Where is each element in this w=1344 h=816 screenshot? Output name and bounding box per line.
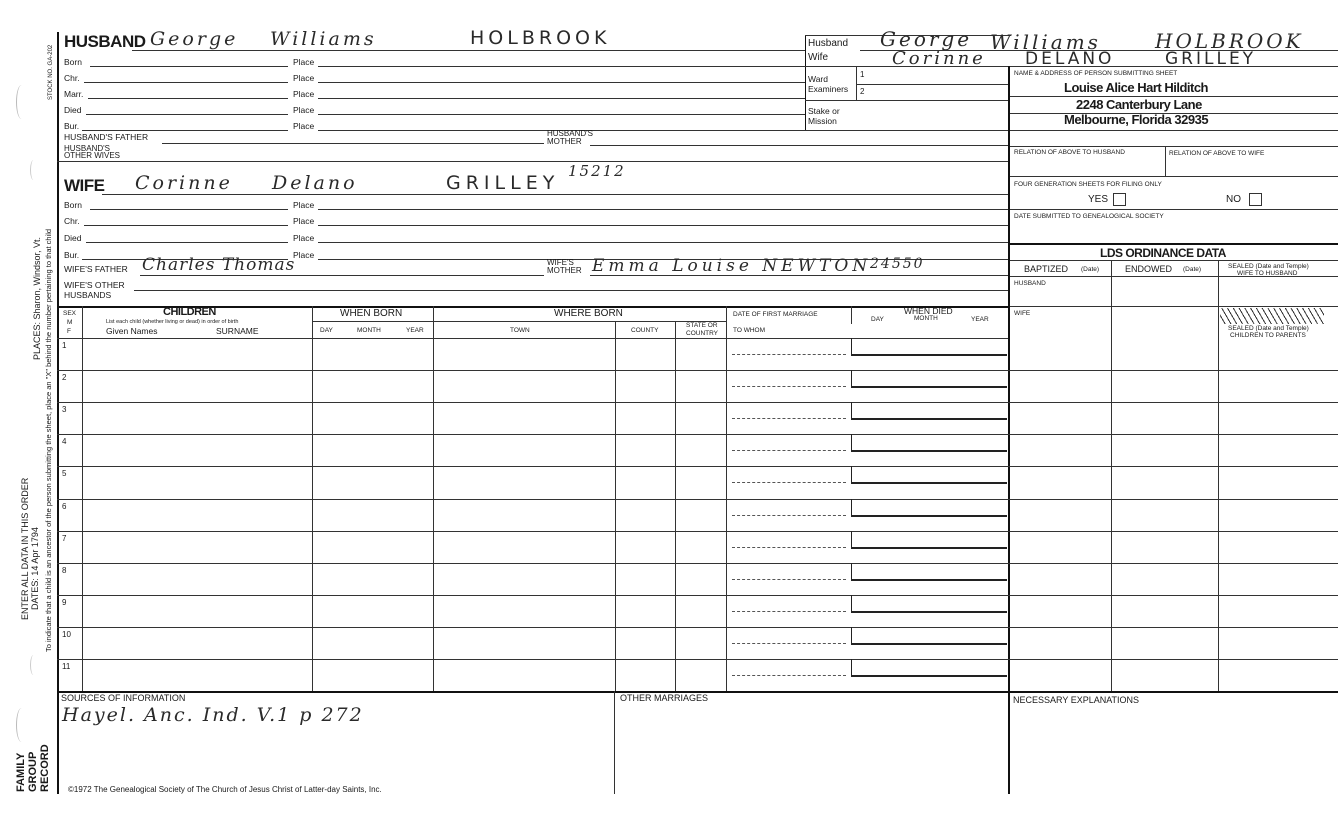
lds-husband-bottom xyxy=(1010,306,1338,307)
child-marriage-date-line xyxy=(732,386,846,387)
lds-endowed-date: (Date) xyxy=(1183,266,1202,273)
lds-sealed-children-label: SEALED (Date and Temple) xyxy=(1228,325,1309,332)
wife-born-label: Born xyxy=(64,200,82,210)
wife-bur-label: Bur. xyxy=(64,250,80,260)
child-row-divider xyxy=(57,563,1338,564)
child-marriage-date-line xyxy=(732,450,846,451)
to-whom-header: TO WHOM xyxy=(733,327,766,334)
wife-chr-label: Chr. xyxy=(64,216,80,226)
child-died-bracket xyxy=(851,402,1007,420)
lds-husband-label: HUSBAND xyxy=(1014,280,1046,287)
child-row-divider xyxy=(57,595,1338,596)
form-title-family: FAMILY xyxy=(15,752,27,792)
child-row-number: 9 xyxy=(62,597,67,607)
surname-header: SURNAME xyxy=(216,326,259,336)
husband-mother-label: HUSBAND'S xyxy=(547,129,593,138)
header-wife-given: Corinne xyxy=(892,48,986,69)
wife-died-line xyxy=(86,242,288,243)
child-row-divider xyxy=(57,370,1338,371)
children-note: List each child (whether living or dead) in order of birth xyxy=(106,319,239,325)
footer-divider-1 xyxy=(614,691,615,794)
child-died-bracket xyxy=(851,466,1007,484)
child-row[interactable] xyxy=(57,402,1338,434)
child-row-divider xyxy=(57,627,1338,628)
husband-heading: HUSBAND xyxy=(64,32,146,51)
husband-place-label: Place xyxy=(293,105,315,115)
child-row[interactable] xyxy=(57,595,1338,627)
sources-label: SOURCES OF INFORMATION xyxy=(61,693,186,703)
husband-father-line xyxy=(162,143,544,144)
child-marriage-date-line xyxy=(732,611,846,612)
born-day-header: DAY xyxy=(320,327,333,334)
wife-died-label: Died xyxy=(64,233,82,243)
header-wife-surname: GRILLEY xyxy=(1165,49,1257,69)
child-died-bracket xyxy=(851,434,1007,452)
examiners-bottom xyxy=(805,100,1008,101)
submitter-label: NAME & ADDRESS OF PERSON SUBMITTING SHEET xyxy=(1014,70,1178,77)
wife-name-line xyxy=(102,194,1008,195)
examiner-1: 1 xyxy=(860,70,865,79)
wife-other-husbands-label: WIFE'S OTHER xyxy=(64,280,125,290)
child-row-number: 6 xyxy=(62,501,67,511)
header-wife-line xyxy=(805,66,1338,67)
child-row-number: 1 xyxy=(62,341,67,350)
country-header: COUNTRY xyxy=(686,330,719,337)
child-row-divider xyxy=(57,434,1338,435)
necessary-explanations-label: NECESSARY EXPLANATIONS xyxy=(1013,695,1140,705)
child-died-bracket xyxy=(851,659,1007,677)
four-gen-no-checkbox[interactable] xyxy=(1249,193,1262,206)
wife-middle-name: Delano xyxy=(272,172,358,194)
form-title-record: RECORD xyxy=(39,744,51,792)
husband-father-label: HUSBAND'S FATHER xyxy=(64,132,149,142)
examiners-divider xyxy=(856,66,857,100)
child-row[interactable] xyxy=(57,627,1338,659)
child-marriage-date-line xyxy=(732,482,846,483)
where-born-header: WHERE BORN xyxy=(554,308,623,319)
wife-father-line xyxy=(140,275,544,276)
four-gen-label: FOUR GENERATION SHEETS FOR FILING ONLY xyxy=(1014,181,1162,188)
lds-wife-label: WIFE xyxy=(1014,310,1031,317)
lds-baptized-label: BAPTIZED xyxy=(1024,264,1069,274)
lds-title-bottom xyxy=(1010,260,1338,261)
lds-header-bottom xyxy=(1010,276,1338,277)
died-day-header: DAY xyxy=(871,316,884,323)
child-died-bracket xyxy=(851,499,1007,517)
child-row[interactable] xyxy=(57,563,1338,595)
child-row-divider xyxy=(57,499,1338,500)
form-title-group: GROUP xyxy=(27,751,39,792)
child-died-bracket xyxy=(851,563,1007,581)
date-submitted-label: DATE SUBMITTED TO GENEALOGICAL SOCIETY xyxy=(1014,213,1164,220)
husband-bur-place-line xyxy=(318,130,1008,131)
husband-mother-label: MOTHER xyxy=(547,137,582,146)
husband-middle-name: Williams xyxy=(270,28,377,50)
copyright-text: ©1972 The Genealogical Society of The Church of Jesus Christ of Latter-day Saints, Inc. xyxy=(68,785,382,794)
four-gen-yes-label: YES xyxy=(1088,194,1109,205)
child-marriage-date-line xyxy=(732,675,846,676)
wife-record-number: 15212 xyxy=(568,162,626,180)
wife-other-husbands-label: HUSBANDS xyxy=(64,290,112,300)
child-row-number: 4 xyxy=(62,437,67,447)
ward-label: Ward xyxy=(808,74,828,84)
wife-place-label: Place xyxy=(293,250,315,260)
sex-f-label: F xyxy=(67,328,71,335)
header-husband-given: George xyxy=(880,27,973,51)
child-marriage-date-line xyxy=(732,547,846,548)
punch-hole-mark xyxy=(30,655,37,675)
punch-hole-mark xyxy=(30,160,37,180)
header-husband-surname: HOLBROOK xyxy=(1155,29,1304,53)
child-row[interactable] xyxy=(57,370,1338,402)
husband-marr-place-line xyxy=(318,98,806,99)
child-marriage-date-line xyxy=(732,643,846,644)
town-header: TOWN xyxy=(510,327,530,334)
wife-died-place-line xyxy=(318,242,1008,243)
husband-bur-label: Bur. xyxy=(64,121,80,131)
child-row-number: 3 xyxy=(62,405,67,415)
husband-place-label: Place xyxy=(293,89,315,99)
col-died-divider xyxy=(851,306,852,324)
relation-wife-label: RELATION OF ABOVE TO WIFE xyxy=(1169,150,1265,157)
lds-sealed-wife-label: SEALED (Date and Temple) xyxy=(1228,263,1309,270)
when-born-header: WHEN BORN xyxy=(340,308,403,319)
stock-number: STOCK NO. GA-202 xyxy=(48,44,54,100)
husband-other-wives-label: HUSBAND'S xyxy=(64,144,110,153)
when-died-header: WHEN DIED xyxy=(904,306,953,316)
submitter-city: Melbourne, Florida 32935 xyxy=(1064,112,1209,127)
submitter-line-4 xyxy=(1010,146,1338,147)
child-died-bracket xyxy=(851,370,1007,388)
child-died-bracket xyxy=(851,627,1007,645)
husband-chr-label: Chr. xyxy=(64,73,80,83)
other-marriages-label: OTHER MARRIAGES xyxy=(620,693,709,703)
wife-other-husbands-line xyxy=(134,290,1008,291)
child-row-number: 5 xyxy=(62,469,67,479)
child-row-number: 2 xyxy=(62,373,67,383)
wife-given-name: Corinne xyxy=(135,172,233,194)
husband-died-place-line xyxy=(318,114,806,115)
wife-heading: WIFE xyxy=(64,176,105,195)
wife-father-label: WIFE'S FATHER xyxy=(64,264,128,274)
children-subheader-line xyxy=(312,321,726,322)
child-row[interactable] xyxy=(57,434,1338,466)
husband-born-label: Born xyxy=(64,57,82,67)
examiner-1-line xyxy=(856,84,1008,85)
state-header: STATE OR xyxy=(686,322,718,329)
lds-sealed-children-label: CHILDREN TO PARENTS xyxy=(1230,332,1306,339)
given-names-header: Given Names xyxy=(106,326,158,336)
child-row-divider xyxy=(57,531,1338,532)
submitter-name: Louise Alice Hart Hilditch xyxy=(1064,80,1208,95)
husband-mother-line xyxy=(590,145,1008,146)
header-husband-label: Husband xyxy=(808,38,849,49)
header-wife-middle: DELANO xyxy=(1025,49,1115,69)
child-died-bracket xyxy=(851,595,1007,613)
child-row[interactable] xyxy=(57,531,1338,563)
husband-chr-place-line xyxy=(318,82,806,83)
child-row[interactable] xyxy=(57,499,1338,531)
wife-mother-label: MOTHER xyxy=(547,266,582,275)
wife-born-place-line xyxy=(318,209,1008,210)
husband-place-label: Place xyxy=(293,57,315,67)
husband-given-name: George xyxy=(150,28,239,50)
children-heading: CHILDREN xyxy=(163,306,216,318)
child-marriage-date-line xyxy=(732,354,846,355)
mission-label: Mission xyxy=(808,116,837,126)
husband-other-wives-line xyxy=(57,161,1008,162)
child-row-number: 8 xyxy=(62,565,67,575)
date-submitted-bottom xyxy=(1010,243,1338,245)
husband-marr-line xyxy=(88,98,288,99)
wife-born-line xyxy=(90,209,288,210)
punch-hole-mark xyxy=(16,85,27,119)
child-row[interactable] xyxy=(57,659,1338,691)
header-right-border xyxy=(805,35,806,130)
lds-title: LDS ORDINANCE DATA xyxy=(1100,246,1226,260)
side-places: PLACES: Sharon, Windsor, Vt. xyxy=(32,236,42,360)
submitter-street: 2248 Canterbury Lane xyxy=(1076,97,1202,112)
husband-died-line xyxy=(86,114,288,115)
child-marriage-date-line xyxy=(732,418,846,419)
child-row-number: 11 xyxy=(62,662,71,671)
four-gen-yes-checkbox[interactable] xyxy=(1113,193,1126,206)
header-husband-middle: Williams xyxy=(990,30,1101,54)
child-row-number: 7 xyxy=(62,533,67,543)
born-month-header: MONTH xyxy=(357,327,381,334)
child-row-number: 10 xyxy=(62,629,71,639)
husband-born-place-line xyxy=(318,66,806,67)
child-died-bracket xyxy=(851,338,1007,356)
submitter-line-3 xyxy=(1010,130,1338,131)
died-month-header: MONTH xyxy=(914,315,938,322)
wife-mother-label: WIFE'S xyxy=(547,258,574,267)
wife-mother-number: 24550 xyxy=(870,256,925,272)
husband-surname: HOLBROOK xyxy=(470,27,611,49)
lds-hatched-box xyxy=(1220,308,1324,324)
examiner-2: 2 xyxy=(860,87,865,96)
wife-place-label: Place xyxy=(293,200,315,210)
wife-mother-line xyxy=(590,275,1008,276)
child-row-divider xyxy=(57,659,1338,660)
husband-place-label: Place xyxy=(293,121,315,131)
child-row-divider xyxy=(57,466,1338,467)
wife-place-label: Place xyxy=(293,233,315,243)
child-died-bracket xyxy=(851,531,1007,549)
husband-place-label: Place xyxy=(293,73,315,83)
wife-father-value: Charles Thomas xyxy=(142,255,296,275)
relation-husband-label: RELATION OF ABOVE TO HUSBAND xyxy=(1014,149,1125,156)
born-year-header: YEAR xyxy=(406,327,424,334)
husband-other-wives-label: OTHER WIVES xyxy=(64,151,121,160)
child-marriage-date-line xyxy=(732,579,846,580)
relation-bottom xyxy=(1010,176,1338,177)
husband-born-line xyxy=(90,66,288,67)
wife-mother-value: Emma Louise NEWTON xyxy=(592,256,872,276)
four-gen-no-label: NO xyxy=(1226,194,1241,205)
husband-died-label: Died xyxy=(64,105,82,115)
relation-divider xyxy=(1165,146,1166,176)
child-row[interactable] xyxy=(57,466,1338,498)
lds-sealed-wife-label: WIFE TO HUSBAND xyxy=(1237,270,1298,277)
examiners-label: Examiners xyxy=(808,84,849,94)
lds-baptized-date: (Date) xyxy=(1081,266,1100,273)
lds-endowed-label: ENDOWED xyxy=(1125,264,1172,274)
husband-bur-line xyxy=(82,130,288,131)
header-wife-label: Wife xyxy=(808,52,828,63)
wife-surname: GRILLEY xyxy=(446,172,560,194)
side-enter: ENTER ALL DATA IN THIS ORDER xyxy=(20,477,30,620)
punch-hole-mark xyxy=(16,708,27,742)
wife-place-label: Place xyxy=(293,216,315,226)
child-marriage-date-line xyxy=(732,515,846,516)
stake-label: Stake or xyxy=(808,106,840,116)
child-row-divider xyxy=(57,402,1338,403)
sources-value: Hayel. Anc. Ind. V.1 p 272 xyxy=(62,704,364,726)
died-year-header: YEAR xyxy=(971,316,989,323)
four-gen-bottom xyxy=(1010,209,1338,210)
wife-chr-place-line xyxy=(318,225,1008,226)
husband-name-line xyxy=(132,50,806,51)
husband-marr-label: Marr. xyxy=(64,89,84,99)
first-marriage-header: DATE OF FIRST MARRIAGE xyxy=(733,311,818,318)
sex-m-label: M xyxy=(67,319,73,326)
wife-chr-line xyxy=(84,225,288,226)
child-row[interactable] xyxy=(57,338,1338,370)
county-header: COUNTY xyxy=(631,327,659,334)
husband-chr-line xyxy=(84,82,288,83)
side-indicate: To indicate that a child is an ancestor of the person submitting the sheet, place an "X" behind the number pertaining to that child xyxy=(44,228,53,652)
side-dates: DATES: 14 Apr 1794 xyxy=(30,527,40,610)
sex-label: SEX xyxy=(63,310,77,317)
